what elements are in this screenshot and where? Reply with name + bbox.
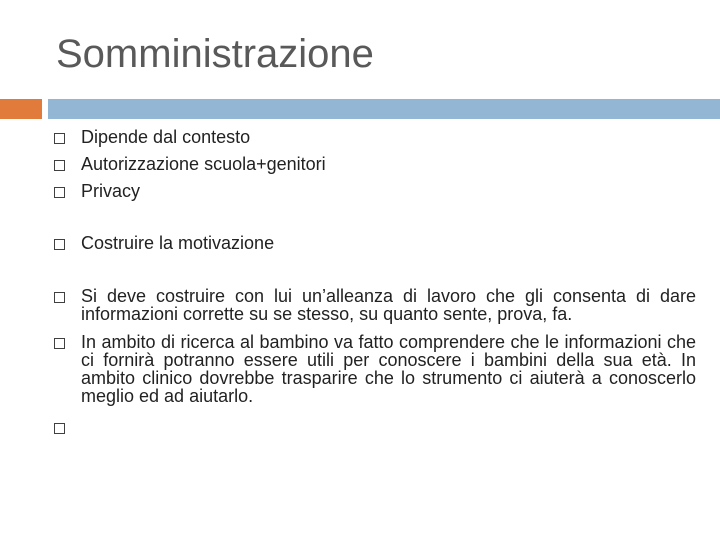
square-bullet-icon (54, 423, 65, 434)
square-bullet-icon (54, 338, 65, 349)
bullet-text: Si deve costruire con lui un’alleanza di lavoro che gli consenta di dare informazioni corrette su se stesso, su quanto sente, prova, fa. (81, 286, 696, 324)
square-bullet-icon (54, 292, 65, 303)
bullet-text: Costruire la motivazione (81, 233, 275, 253)
square-bullet-icon (54, 160, 65, 171)
square-bullet-icon (54, 187, 65, 198)
bullet-text: Dipende dal contesto (81, 127, 251, 147)
square-bullet-icon (54, 133, 65, 144)
square-bullet-icon (54, 239, 65, 250)
bullet-text: In ambito di ricerca al bambino va fatto comprendere che le informazioni che ci fornirà potranno essere utili per conoscere i bambini della sua età. In ambito clinico dovrebbe trasparire che lo strumento ci aiuterà a conoscerlo meglio ed ad aiutarlo. (81, 332, 696, 406)
slide-title: Somministrazione (56, 32, 374, 76)
bullet-text: Privacy (81, 181, 141, 201)
bullet-text: Autorizzazione scuola+genitori (81, 154, 326, 174)
